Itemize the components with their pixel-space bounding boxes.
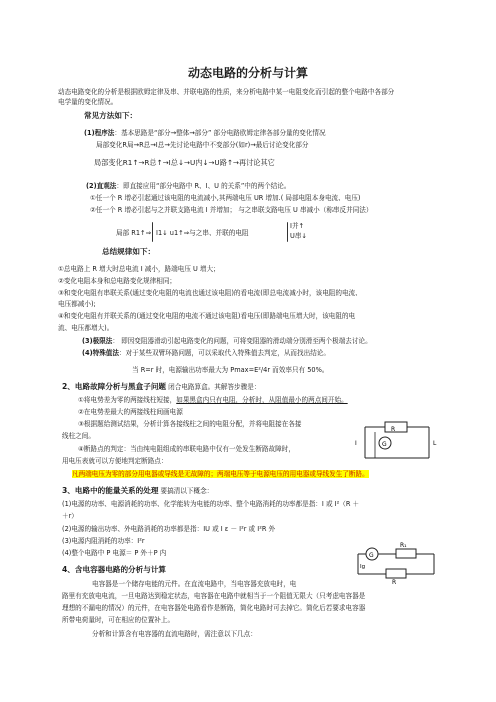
formula-brace-left [152, 222, 153, 242]
circuit-figure-1 [345, 418, 445, 468]
max-power-note: 当 R=r 时，电源输出功率最大为 Pmax=E²/4r 而效率只有 50%。 [132, 366, 329, 374]
formula-series-voltage: U串↓ [290, 232, 307, 240]
method-4-text: ：对于某些双臂环路问题，可以采取代入特殊值去判定，从而找出结论。 [119, 349, 330, 357]
fig2-r-label: R [392, 579, 397, 584]
method-1-label: (1)程序法 [84, 129, 115, 137]
method-2-line [86, 182, 290, 191]
fault-step-3-cont: 线柱之间。 [62, 432, 95, 440]
fault-step-3: ③根据题给测试结果，分析计算各接线柱之间的电阻分配，并将电阻接在各接 [78, 420, 302, 428]
method-2-text: ：即直接应用“部分电路中 R、I、U 的关系”中的两个结论。 [116, 182, 291, 190]
capacitor-line-5: 分析和计算含有电容器的直流电路时，需注意以下几点： [92, 630, 257, 638]
fig1-g-label: G [382, 441, 387, 448]
circuit-figure-2 [352, 540, 448, 584]
method-2-label: (2)直观法 [86, 182, 117, 190]
method-4-label: (4)特殊值法 [82, 349, 119, 357]
method-3-text: ： 即因变阻器滑动引起电路变化的问题，可将变阻器的滑动端分别滑至两个极端去讨论。 [112, 337, 372, 345]
method-4-line [82, 349, 330, 358]
fault-step-1 [78, 396, 348, 405]
method-2-point-b: ②任一个 R 增必引起与之并联支路电流 I 并增加； 与之串联支路电压 U 串减小（称串反并同法） [90, 206, 373, 214]
fig1-r-label: R [391, 426, 396, 433]
energy-item-4: (4)整个电路中 P 电源＝ P 外＋P 内 [62, 549, 167, 557]
fig2-resistor-1 [396, 549, 416, 558]
formula-brace-right [287, 222, 288, 242]
page-title: 动态电路的分析与计算 [187, 66, 308, 80]
fig1-l-label: L [433, 440, 437, 447]
fig2-resistor-2 [386, 569, 406, 578]
rule-4: ④和变化电阻有并联关系的(通过变化电阻的电流不通过该电阻)看电压(即路端电压增大时，该电阻的电 [58, 312, 356, 320]
method-1-chain-2: 局部变化R1↑→R总↑→I总↓→U内↓→U路↑→再讨论其它 [94, 158, 275, 167]
rule-3-cont: 电压都减小); [58, 300, 96, 308]
rule-2: ②变化电阻本身和总电路变化规律相同； [58, 277, 177, 285]
method-1-text: ：基本思路是“部分→整体→部分” 部分电路欧姆定律各部分量的变化情况 [114, 129, 326, 137]
capacitor-line-1: 电容器是一个储存电能的元件。在直流电路中，当电容器充放电时，电 [92, 580, 297, 588]
summary-heading: 总结规律如下： [102, 247, 156, 256]
fault-rule-highlight [72, 470, 369, 479]
method-3-line [82, 337, 372, 346]
fig2-r1-label: R₁ [400, 542, 407, 549]
fig2-ig-label: Ig [360, 564, 366, 570]
section-2-heading: 2、电路故障分析与黑盒子问题 [62, 382, 167, 391]
method-1-chain-1: 局部变化R局→R总→I总→先讨论电路中不变部分(如r)→最后讨论变化部分 [96, 141, 309, 149]
fault-rule-highlight-text: 凡两端电压为零的部分用电器或导线是无故障的；两端电压等于电源电压的用电器或导线发生了断路。 [72, 470, 369, 478]
method-3-label: (3)极限法 [82, 337, 113, 345]
section-2-heading-tail: 闭合电路算盒。其解答步骤是： [168, 383, 261, 391]
section-2-heading-line [62, 382, 260, 392]
energy-item-3: (3)电源内阻消耗的功率：I²r [62, 537, 145, 545]
intro-line-1: 动态电路变化的分析是根据欧姆定律及串、并联电路的性质，来分析电路中某一电阻变化而引起的整个电路中各部分 [58, 88, 395, 96]
fault-step-4: ④断路点的判定：当由纯电阻组成的串联电路中仅有一处发生断路故障时， [78, 445, 295, 453]
fig1-i-label: I [355, 440, 357, 447]
rule-3: ③和变化电阻有串联关系(通过变化电阻的电流也通过该电阻)的看电流(即总电流减小时，该电阻的电流、 [58, 289, 362, 297]
fault-step-4-cont: 用电压表就可以方便地判定断路点： [62, 457, 168, 465]
rule-4-cont: 流、电压都增大)。 [58, 324, 114, 332]
energy-item-2: (2)电源的输出功率、外电路消耗的功率都是指：IU 或 I ε － I²r 或 I²R 外 [62, 525, 276, 533]
fault-step-2: ②在电势差最大的两接线柱间画电源 [78, 408, 183, 416]
method-2-point-a: ①任一个 R 增必引起通过该电阻的电流减小,其两端电压 UR 增加.( 局部电阻本身电流、电压) [90, 194, 361, 202]
fig1-resistor [385, 422, 407, 432]
method-2-formula-left: 局部 R1↑⇒ [116, 229, 152, 237]
energy-item-1: (1)电源的功率、电源消耗的功率、化学能转为电能的功率、整个电路消耗的功率都是指：I 或 I²（R ＋ [62, 500, 360, 508]
capacitor-line-2: 路里有充放电电流，一旦电路达到稳定状态，电容器在电路中就相当于一个阻值无限大（只考虑电容器是 [62, 592, 366, 600]
capacitor-line-3: 理想的不漏电的情况）的元件，在电容器处电路看作是断路，简化电路时可去掉它。简化后若要求电容器 [62, 604, 366, 612]
intro-line-2: 电学量的变化情况。 [58, 98, 118, 106]
fault-step-1-underlined: 如果黑盒内只有电阻，分析时，从阻值最小的两点间开始。 [176, 396, 348, 404]
rule-1: ①总电路上 R 增大时总电流 I 减小，路端电压 U 增大； [58, 265, 220, 273]
method-1-line [84, 129, 326, 138]
capacitor-line-4: 所带电荷量时，可在相应的位置补上。 [62, 616, 175, 624]
formula-parallel-current: I并↑ [290, 222, 305, 230]
energy-item-1-cont: ＋r） [62, 512, 78, 520]
section-3-heading: 3、电路中的能量关系的处理 [62, 486, 159, 495]
method-2-formula-mid: I1↓ u1↑⇒与之串、并联的电阻 [156, 229, 249, 237]
common-methods-heading: 常见方法如下： [84, 111, 138, 120]
section-3-heading-tail: 要搞清以下概念： [160, 487, 214, 495]
section-3-heading-line [62, 486, 213, 496]
fig2-g-label: G [369, 552, 374, 559]
fault-step-1-text: ①将电势差为零的两接线柱短接， [78, 396, 177, 404]
section-4-heading: 4、含电容器电路的分析与计算 [62, 565, 167, 574]
